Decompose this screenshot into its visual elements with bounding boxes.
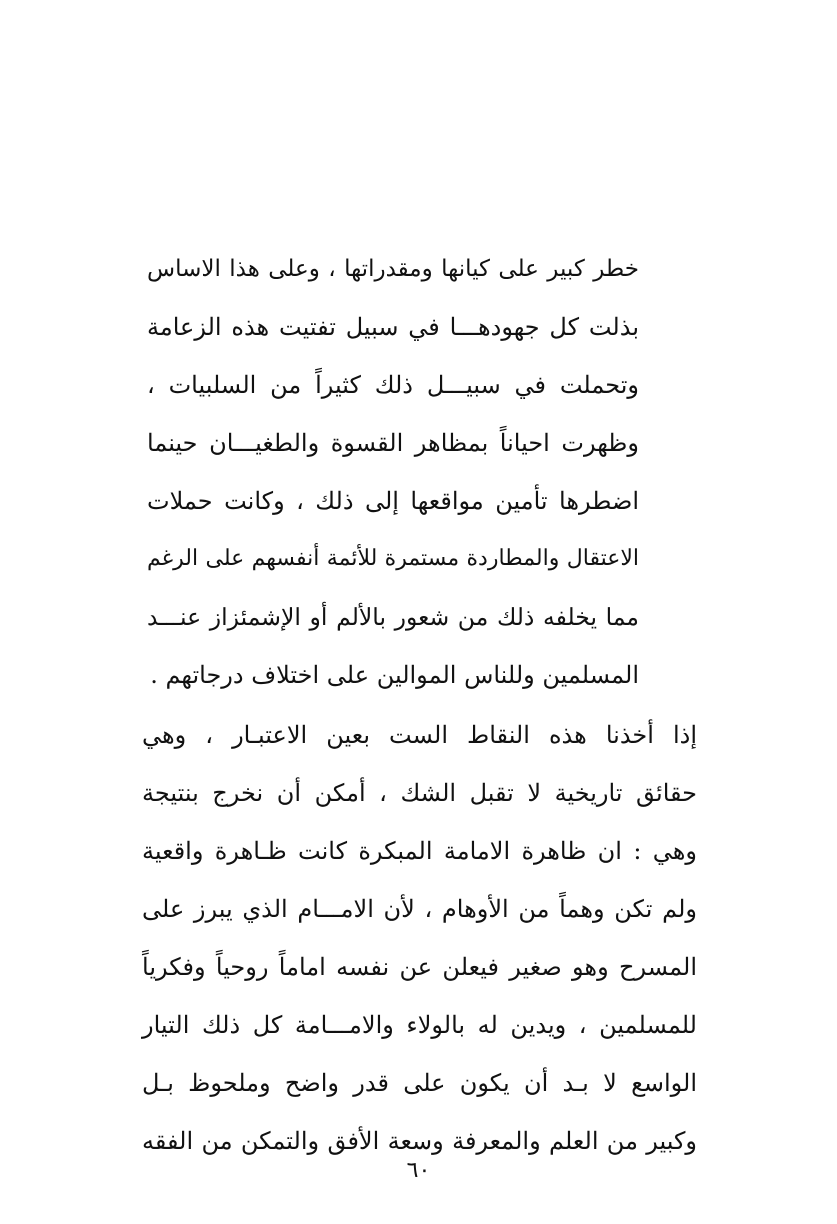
paragraph-2-line-3: وهي : ان ظاهرة الامامة المبكرة كانت ظـاهرة واقعية xyxy=(142,837,697,865)
paragraph-1-line-6: الاعتقال والمطاردة مستمرة للأئمة أنفسهم على الرغم xyxy=(147,546,639,571)
page-number: ٦٠ xyxy=(406,1158,431,1183)
paragraph-1-line-3: وتحملت في سبيـــل ذلك كثيراً من السلبيات ، xyxy=(147,371,639,399)
paragraph-1-line-7: مما يخلفه ذلك من شعور بالألم أو الإشمئزاز عنـــد xyxy=(147,603,639,631)
paragraph-2-line-5: المسرح وهو صغير فيعلن عن نفسه اماماً روحياً وفكرياً xyxy=(142,953,697,981)
paragraph-2-line-1: إذا أخذنا هذه النقاط الست بعين الاعتبـار ، وهي xyxy=(142,721,697,749)
paragraph-1 xyxy=(147,240,639,704)
paragraph-2-line-2: حقائق تاريخية لا تقبل الشك ، أمكن أن نخرج بنتيجة xyxy=(142,779,697,807)
paragraph-2 xyxy=(142,706,697,1170)
paragraph-1-line-2: بذلت كل جهودهـــا في سبيل تفتيت هذه الزعامة xyxy=(147,313,639,341)
paragraph-1-line-5: اضطرها تأمين مواقعها إلى ذلك ، وكانت حملات xyxy=(147,487,639,515)
paragraph-1-line-4: وظهرت احياناً بمظاهر القسوة والطغيـــان حينما xyxy=(147,429,639,457)
paragraph-2-line-8: وكبير من العلم والمعرفة وسعة الأفق والتمكن من الفقه xyxy=(142,1127,697,1155)
paragraph-1-line-1: خطر كبير على كيانها ومقدراتها ، وعلى هذا الاساس xyxy=(147,256,639,282)
paragraph-2-line-7: الواسع لا بـد أن يكون على قدر واضح وملحوظ بـل xyxy=(142,1069,697,1097)
paragraph-2-line-4: ولم تكن وهماً من الأوهام ، لأن الامـــام الذي يبرز على xyxy=(142,895,697,923)
paragraph-1-line-8: المسلمين وللناس الموالين على اختلاف درجاتهم . xyxy=(150,661,639,689)
paragraph-2-line-6: للمسلمين ، ويدين له بالولاء والامـــامة كل ذلك التيار xyxy=(142,1011,697,1039)
